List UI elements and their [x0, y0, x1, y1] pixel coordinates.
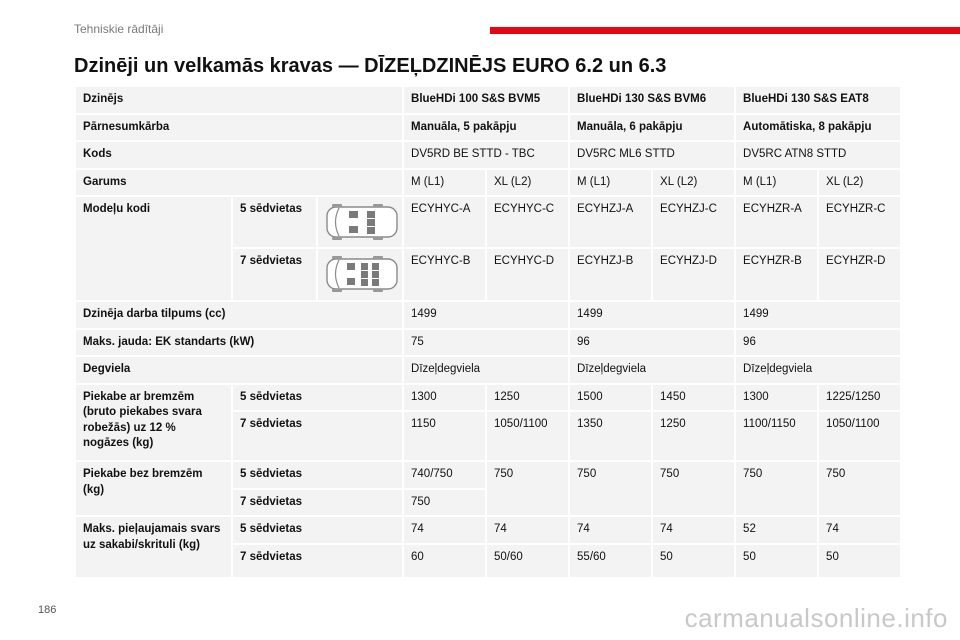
van-icon-cell — [317, 196, 403, 248]
table-cell: 74 — [652, 516, 735, 544]
seats-7-label: 7 sēdvietas — [232, 248, 317, 301]
table-cell: 1250 — [652, 411, 735, 461]
table-row — [75, 301, 901, 329]
table-cell: Dīzeļdegviela — [403, 356, 569, 384]
table-cell: 1225/1250 — [818, 384, 901, 412]
table-cell: 1499 — [735, 301, 901, 329]
table-cell: 50/60 — [486, 544, 569, 578]
table-cell: ECYHZJ-A — [569, 196, 652, 248]
table-cell: 50 — [818, 544, 901, 578]
table-cell: ECYHYC-C — [486, 196, 569, 248]
table-cell: M (L1) — [735, 169, 818, 197]
table-cell: ECYHZR-B — [735, 248, 818, 301]
displacement-label: Dzinēja darba tilpums (cc) — [75, 301, 403, 329]
table-cell: M (L1) — [569, 169, 652, 197]
table-cell: 1300 — [735, 384, 818, 412]
table-cell: DV5RC ATN8 STTD — [735, 141, 901, 169]
table-row — [75, 329, 901, 357]
table-cell: ECYHZR-A — [735, 196, 818, 248]
table-cell: 750 — [569, 461, 652, 516]
table-row — [75, 384, 901, 412]
table-cell: 50 — [652, 544, 735, 578]
table-cell: XL (L2) — [652, 169, 735, 197]
van-5-seat-layout-icon — [325, 202, 401, 242]
seats-7-label: 7 sēdvietas — [232, 544, 403, 578]
table-cell: ECYHZR-C — [818, 196, 901, 248]
van-7-seat-layout-icon — [325, 254, 401, 294]
table-cell: 750 — [818, 461, 901, 516]
table-cell: 1050/1100 — [818, 411, 901, 461]
table-row — [75, 114, 901, 142]
table-cell: 1150 — [403, 411, 486, 461]
table-cell: 55/60 — [569, 544, 652, 578]
table-row — [75, 461, 901, 489]
table-cell: 1499 — [569, 301, 735, 329]
table-cell: ECYHYC-D — [486, 248, 569, 301]
table-row — [75, 516, 901, 544]
van-icon-cell — [317, 248, 403, 301]
seats-5-label: 5 sēdvietas — [232, 196, 317, 248]
section-header: Tehniskie rādītāji — [74, 22, 164, 36]
table-cell: 1350 — [569, 411, 652, 461]
table-cell: Manuāla, 5 pakāpju — [403, 114, 569, 142]
table-row — [75, 356, 901, 384]
page-title: Dzinēji un velkamās kravas — DĪZEĻDZINĒJS EURO 6.2 un 6.3 — [74, 55, 667, 77]
table-cell: 750 — [735, 461, 818, 516]
table-cell: ECYHZJ-D — [652, 248, 735, 301]
table-cell: Dīzeļdegviela — [735, 356, 901, 384]
table-cell: ECYHZR-D — [818, 248, 901, 301]
seats-5-label: 5 sēdvietas — [232, 461, 403, 489]
table-cell: ECYHZJ-B — [569, 248, 652, 301]
seats-7-label: 7 sēdvietas — [232, 489, 403, 517]
code-label: Kods — [75, 141, 403, 169]
table-cell: 1500 — [569, 384, 652, 412]
seats-5-label: 5 sēdvietas — [232, 384, 403, 412]
table-cell: 1450 — [652, 384, 735, 412]
unbraked-trailer-label: Piekabe bez bremzēm (kg) — [75, 461, 232, 516]
table-cell: 74 — [403, 516, 486, 544]
table-row — [75, 169, 901, 197]
table-cell: 96 — [569, 329, 735, 357]
power-label: Maks. jauda: EK standarts (kW) — [75, 329, 403, 357]
header-accent-bar — [490, 27, 960, 34]
table-cell: BlueHDi 130 S&S BVM6 — [569, 86, 735, 114]
table-cell: 50 — [735, 544, 818, 578]
table-cell: 74 — [569, 516, 652, 544]
table-cell: Automātiska, 8 pakāpju — [735, 114, 901, 142]
table-cell: 750 — [403, 489, 486, 517]
table-cell: 74 — [486, 516, 569, 544]
braked-trailer-label: Piekabe ar bremzēm (bruto piekabes svara robežās) uz 12 % nogāzes (kg) — [75, 384, 232, 462]
table-cell: ECYHZJ-C — [652, 196, 735, 248]
watermark: carmanualsonline.info — [684, 603, 948, 633]
table-cell: XL (L2) — [818, 169, 901, 197]
table-cell: DV5RC ML6 STTD — [569, 141, 735, 169]
noseweight-label: Maks. pieļaujamais svars uz sakabi/skrituli (kg) — [75, 516, 232, 578]
table-cell: XL (L2) — [486, 169, 569, 197]
table-cell: 52 — [735, 516, 818, 544]
table-cell: 1050/1100 — [486, 411, 569, 461]
seats-5-label: 5 sēdvietas — [232, 516, 403, 544]
model-codes-label: Modeļu kodi — [75, 196, 232, 301]
table-cell: 96 — [735, 329, 901, 357]
table-cell: Manuāla, 6 pakāpju — [569, 114, 735, 142]
table-cell: ECYHYC-B — [403, 248, 486, 301]
table-row — [75, 86, 901, 114]
table-row — [75, 141, 901, 169]
table-cell: 1499 — [403, 301, 569, 329]
table-cell: 750 — [486, 461, 569, 516]
table-cell: 60 — [403, 544, 486, 578]
table-cell: Dīzeļdegviela — [569, 356, 735, 384]
length-label: Garums — [75, 169, 403, 197]
table-row — [75, 196, 901, 248]
engine-label: Dzinējs — [75, 86, 403, 114]
table-cell: 1300 — [403, 384, 486, 412]
page-number: 186 — [38, 604, 57, 616]
table-cell: M (L1) — [403, 169, 486, 197]
table-cell: DV5RD BE STTD - TBC — [403, 141, 569, 169]
gearbox-label: Pārnesumkārba — [75, 114, 403, 142]
table-cell: 740/750 — [403, 461, 486, 489]
table-cell: 1100/1150 — [735, 411, 818, 461]
engine-spec-table — [74, 85, 902, 579]
table-cell: 75 — [403, 329, 569, 357]
table-cell: ECYHYC-A — [403, 196, 486, 248]
seats-7-label: 7 sēdvietas — [232, 411, 403, 461]
table-cell: BlueHDi 100 S&S BVM5 — [403, 86, 569, 114]
table-cell: 1250 — [486, 384, 569, 412]
fuel-label: Degviela — [75, 356, 403, 384]
table-cell: 750 — [652, 461, 735, 516]
table-cell: 74 — [818, 516, 901, 544]
table-cell: BlueHDi 130 S&S EAT8 — [735, 86, 901, 114]
